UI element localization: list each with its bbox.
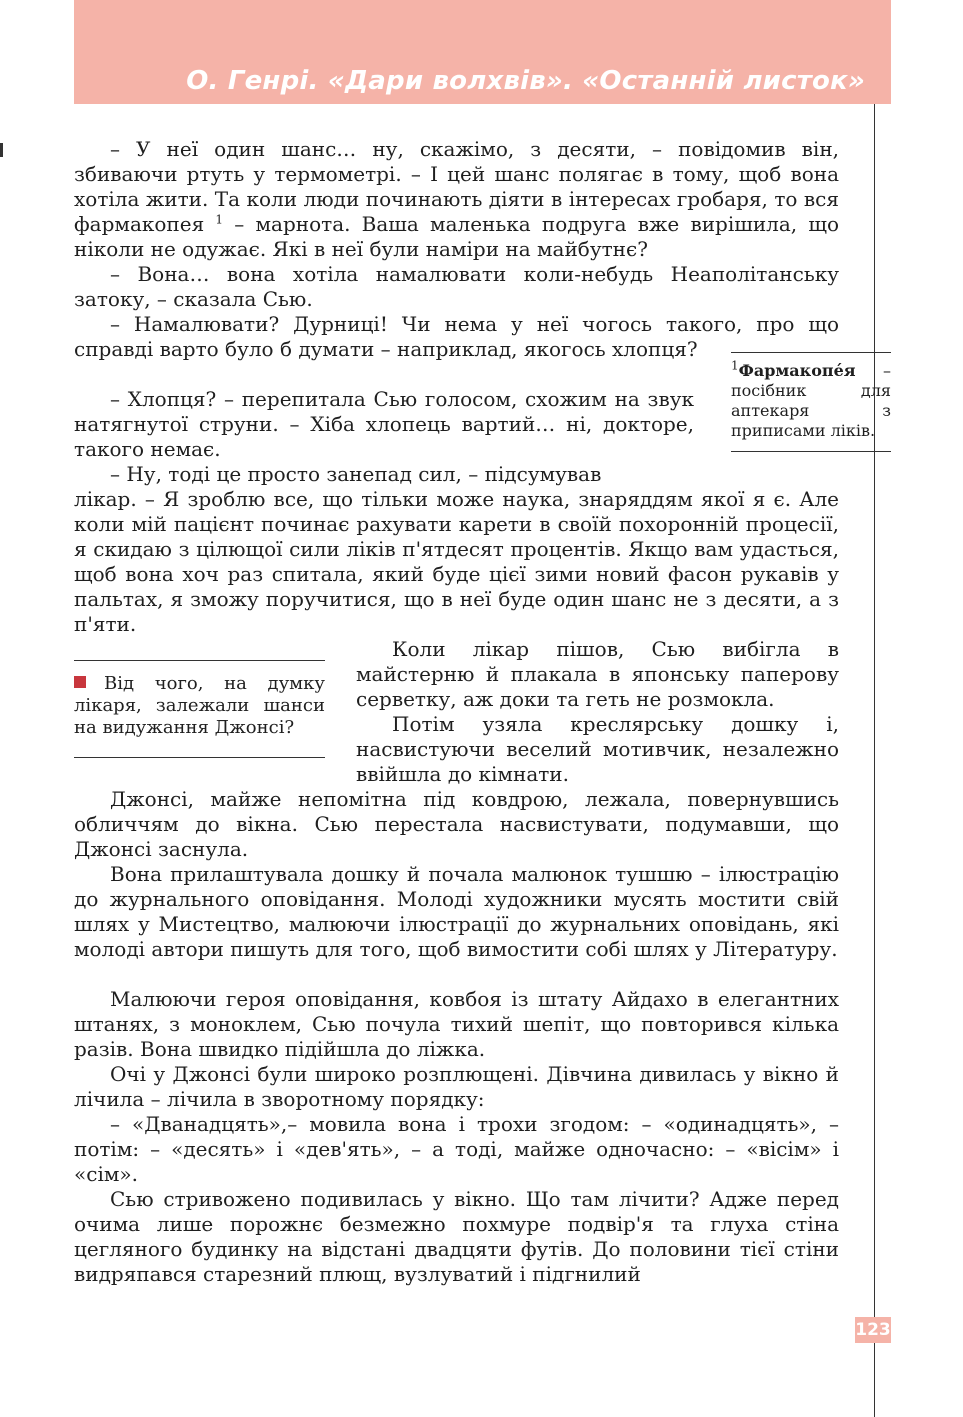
paragraph-3: – Намалювати? Дурниці! Чи нема у неї чогось такого, про що справді варто було б думати – наприклад, якогось хлопця? xyxy=(74,312,839,361)
paragraph-5b: лікар. – Я зроблю все, що тільки може наука, знаряддям якої я є. Але коли мій пацієнт починає рахувати карети в своїй похоронній процесії, я скидаю з цілющої сили ліків п'ятдесят процентів. Якщо вам удасться, щоб вона хоч раз спитала, який буде цієї зими новий фасон рукавів у пальтах, я зможу поручитися, що в неї буде один шанс не з десяти, а з п'яти. xyxy=(74,487,839,636)
question-box xyxy=(74,660,325,758)
paragraph-13: Сью стривожено подивилась у вікно. Що там лічити? Адже перед очима лише порожнє безмежно похмуре подвір'я та глуха стіна цегляного будинку на відстані двадцяти футів. До половини тієї стіни видряпався старезний плющ, вузлуватий і підгнилий xyxy=(74,1187,839,1286)
chapter-header xyxy=(74,0,891,104)
paragraph-11: Очі у Джонсі були широко розплющені. Дівчина дивилась у вікно й лічила – лічила в зворотному порядку: xyxy=(74,1062,839,1111)
paragraph-7: Потім узяла креслярську дошку і, насвистуючи веселий мотивчик, незалежно ввійшла до кімнати. xyxy=(356,712,839,786)
paragraph-8: Джонсі, майже непомітна під ковдрою, лежала, повернувшись обличчям до вікна. Сью перестала насвистувати, подумавши, що Джонсі заснула. xyxy=(74,787,839,861)
paragraph-2: – Вона… вона хотіла намалювати коли-небудь Неаполітанську затоку, – сказала Сью. xyxy=(74,262,839,311)
paragraph-1: – У неї один шанс… ну, скажімо, з десяти, – повідомив він, збиваючи ртуть у термометрі. – І цей шанс полягає в тому, щоб вона хотіла жити. Та коли люди починають діяти в інтересах гробаря, то вся фармакопея $^1$ – марнота. Ваша маленька подруга вже вирішила, що ніколи не одужає. Які в неї були наміри на майбутнє? xyxy=(74,137,840,261)
paragraph-12: – «Дванадцять»,– мовила вона і трохи згодом: – «одинадцять», – потім: – «десять» і «дев'ять», – а тоді, майже одночасно: – «вісім» і «сім». xyxy=(74,1112,839,1186)
footnote-text: – посібник для аптекаря з приписами ліків. xyxy=(731,361,891,440)
chapter-title: О. Генрі. «Дари волхвів». «Останній листок» xyxy=(186,66,865,96)
page-number: 123 xyxy=(855,1317,891,1343)
margin-rule xyxy=(874,104,875,1417)
paragraph-9: Вона прилаштувала дошку й почала малюнок тушшю – ілюстрацію до журнального оповідання. Молоді художники мусять мостити свій шлях у Мистецтво, малюючи ілюстрації до журнальних оповідань, які молоді автори пишуть для того, щоб вимостити собі шлях у Літературу. xyxy=(74,862,839,961)
page-edge-mark xyxy=(0,143,3,157)
paragraph-6: Коли лікар пішов, Сью вибігла в майстерню й плакала в японську паперову серветку, аж доки та геть не розмокла. xyxy=(356,637,839,711)
footnote-term: Фармакопе́я xyxy=(738,361,856,380)
footnote-ref: 1 xyxy=(215,212,224,227)
question-marker-icon xyxy=(74,676,86,688)
footnote: $^1$Фармакопе́я – посібник для аптекаря з приписами ліків. xyxy=(731,352,891,452)
paragraph-10: Малюючи героя оповідання, ковбоя із штату Айдахо в елегантних штанях, з моноклем, Сью почула тихий шепіт, що повторився кілька разів. Вона швидко підійшла до ліжка. xyxy=(74,987,839,1061)
paragraph-4: – Хлопця? – перепитала Сью голосом, схожим на звук натягнутої струни. – Хіба хлопець вартий… ні, докторе, такого немає. xyxy=(74,387,694,461)
paragraph-5a: – Ну, тоді це просто занепад сил, – підсумував xyxy=(110,462,602,486)
question-text: Від чого, на думку лікаря, залежали шанси на видужання Джонсі? xyxy=(74,673,325,738)
